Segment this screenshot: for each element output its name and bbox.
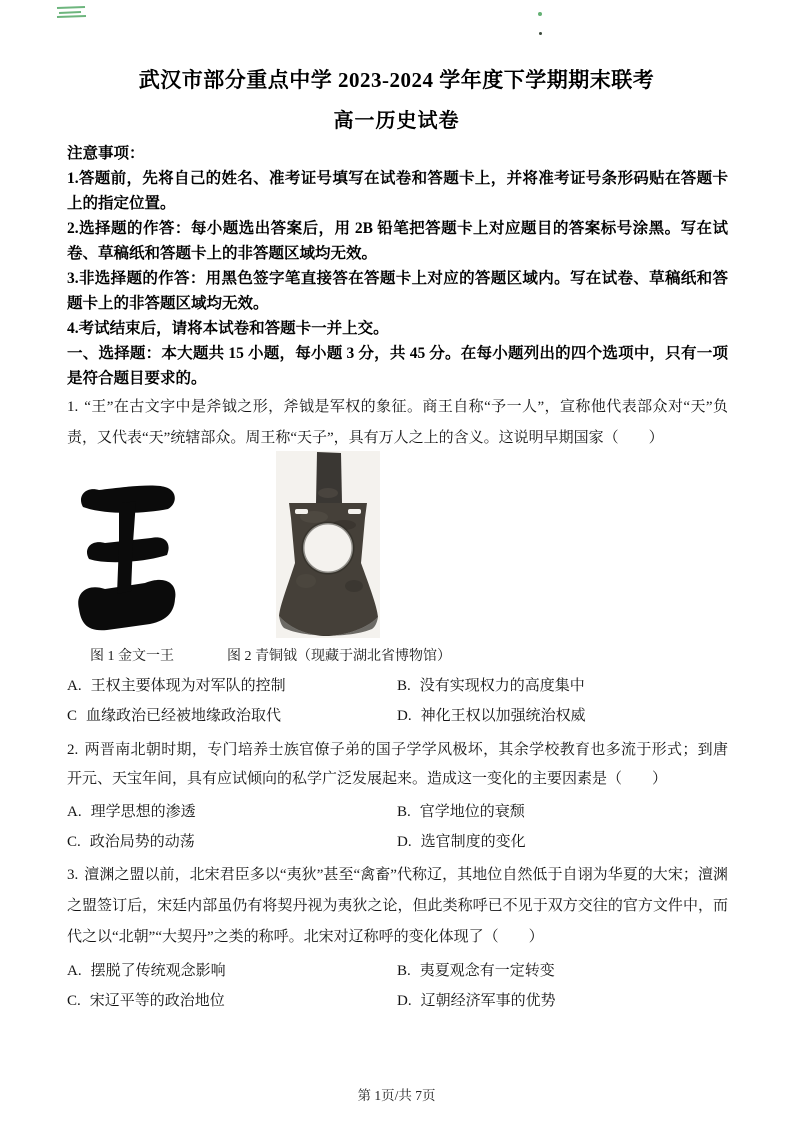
option-text: 血缘政治已经被地缘政治取代: [86, 708, 282, 724]
option-label: C.: [67, 993, 81, 1009]
option-row: [67, 671, 747, 701]
option-label: D.: [397, 708, 412, 724]
question-3-options: [67, 956, 747, 1016]
option-label: A.: [67, 804, 82, 820]
option-row: [67, 956, 747, 986]
question-2-options: [67, 797, 747, 857]
option-1-a: [67, 671, 286, 701]
page-number-footer: 第 1页/共 7页: [357, 1088, 436, 1103]
option-3-b: [397, 956, 555, 986]
notice-item-4: 4.考试结束后，请将本试卷和答题卡一并上交。: [67, 320, 389, 337]
notices-heading: 注意事项：: [67, 145, 145, 162]
bronze-axe-icon: [276, 451, 380, 638]
figure-2-caption: 图 2 青铜钺（现藏于湖北省博物馆）: [227, 649, 451, 664]
option-label: D.: [397, 834, 412, 850]
option-text: 没有实现权力的高度集中: [419, 678, 585, 694]
question-2-text: [67, 736, 728, 794]
option-text: 选官制度的变化: [420, 834, 526, 850]
option-label: B.: [397, 678, 411, 694]
option-text: 夷夏观念有一定转变: [419, 963, 555, 979]
ink-speck-artifact: [539, 32, 542, 35]
option-label: B.: [397, 804, 411, 820]
question-2-number: 2.: [67, 742, 79, 758]
question-3-number: 3.: [67, 867, 79, 883]
wang-glyph-icon: [75, 481, 179, 635]
exam-subtitle: 高一历史试卷: [333, 110, 460, 132]
option-3-a: [67, 956, 226, 986]
figure-bronze-yue-axe: [276, 451, 380, 638]
question-1-number: 1.: [67, 399, 79, 415]
question-3-body: 澶渊之盟以前，北宋君臣多以“夷狄”甚至“禽畜”代称辽，其地位自然低于自诩为华夏的大宋；澶渊之盟签订后，宋廷内部虽仍有将契丹视为夷狄之论，但此类称呼已不见于双方交往的官方文件中，而代之以“北朝”“大契丹”之类的称呼。北宋对辽称呼的变化体现了（ ）: [67, 867, 728, 945]
option-text: 理学思想的渗透: [90, 804, 196, 820]
option-text: 官学地位的衰颓: [419, 804, 525, 820]
option-text: 王权主要体现为对军队的控制: [90, 678, 286, 694]
notice-item-3: 3.非选择题的作答：用黑色签字笔直接答在答题卡上对应的答题区域内。写在试卷、草稿纸和答题卡上的非答题区域均无效。: [67, 270, 728, 312]
option-label: B.: [397, 963, 411, 979]
notice-item-2: 2.选择题的作答：每小题选出答案后，用 2B 铅笔把答题卡上对应题目的答案标号涂黑。写在试卷、草稿纸和答题卡上的非答题区域均无效。: [67, 220, 728, 262]
option-label: A.: [67, 678, 82, 694]
option-1-c: [67, 701, 281, 731]
option-text: 辽朝经济军事的优势: [420, 993, 556, 1009]
figure-1-caption: 图 1 金文一王: [90, 649, 174, 664]
option-row: [67, 797, 747, 827]
option-3-d: [397, 986, 556, 1016]
option-3-c: [67, 986, 225, 1016]
figure-bronze-script-wang: [75, 481, 179, 635]
notice-item-1: 1.答题前，先将自己的姓名、准考证号填写在试卷和答题卡上，并将准考证号条形码贴在答题卡上的指定位置。: [67, 170, 728, 212]
option-2-a: [67, 797, 196, 827]
option-label: C.: [67, 834, 81, 850]
option-text: 神化王权以加强统治权威: [420, 708, 586, 724]
option-text: 摆脱了传统观念影响: [90, 963, 226, 979]
scan-scribble-icon: [55, 5, 89, 19]
question-3-text: [67, 860, 728, 953]
exam-title: 武汉市部分重点中学 2023-2024 学年度下学期期末联考: [138, 68, 655, 92]
option-label: D.: [397, 993, 412, 1009]
option-1-b: [397, 671, 585, 701]
option-row: [67, 701, 747, 731]
option-2-c: [67, 827, 195, 857]
notices-block: [67, 166, 728, 391]
option-label: A.: [67, 963, 82, 979]
question-2-body: 两晋南北朝时期，专门培养士族官僚子弟的国子学学风极坏，其余学校教育也多流于形式；到唐开元、天宝年间，具有应试倾向的私学广泛发展起来。造成这一变化的主要因素是（ ）: [67, 742, 728, 787]
option-row: [67, 986, 747, 1016]
option-2-b: [397, 797, 525, 827]
option-text: 政治局势的动荡: [89, 834, 195, 850]
option-2-d: [397, 827, 526, 857]
section-heading: 一、选择题：本大题共 15 小题，每小题 3 分，共 45 分。在每小题列出的四个选项中，只有一项是符合题目要求的。: [67, 345, 728, 387]
question-1-text: [67, 392, 728, 454]
option-row: [67, 827, 747, 857]
question-1-options: [67, 671, 747, 731]
option-1-d: [397, 701, 586, 731]
option-label: C: [67, 708, 78, 724]
question-1-body: “王”在古文字中是斧钺之形，斧钺是军权的象征。商王自称“予一人”，宣称他代表部众对“天”负责，又代表“天”统辖部众。周王称“天子”，具有万人之上的含义。这说明早期国家（ ）: [67, 399, 728, 446]
green-dot-artifact: [538, 12, 542, 16]
option-text: 宋辽平等的政治地位: [89, 993, 225, 1009]
